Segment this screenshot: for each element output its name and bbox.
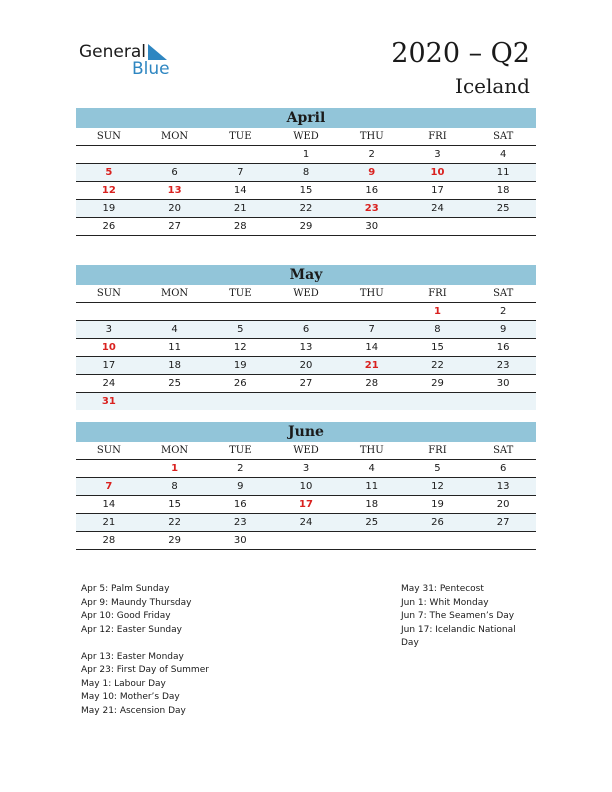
- month-title: May: [76, 265, 536, 285]
- day-cell: 17: [102, 360, 116, 371]
- weekday-label: THU: [359, 445, 384, 456]
- weekday-label: TUE: [229, 131, 252, 142]
- day-cell: 7: [368, 324, 375, 335]
- day-cell: 26: [233, 378, 247, 389]
- day-cell: 8: [302, 167, 310, 178]
- weekday-label: FRI: [428, 445, 447, 456]
- day-cell: 14: [233, 185, 247, 196]
- day-cell: 9: [368, 167, 376, 178]
- day-cell: 16: [496, 342, 510, 353]
- day-cell: 27: [496, 517, 510, 528]
- day-cell: [273, 393, 339, 410]
- holiday-note: Apr 10: Good Friday: [81, 611, 171, 621]
- week-row: [76, 164, 536, 182]
- day-cell: 1: [433, 306, 441, 317]
- weekday-label: MON: [160, 131, 189, 142]
- weekday-label: SUN: [96, 445, 121, 456]
- day-cell: 26: [102, 221, 116, 232]
- day-cell: 29: [168, 535, 181, 546]
- holiday-note: Apr 13: Easter Monday: [81, 651, 184, 662]
- day-cell: 10: [430, 167, 445, 178]
- holiday-note: May 10: Mother’s Day: [81, 692, 180, 702]
- day-cell: [405, 532, 471, 549]
- day-cell: 7: [105, 481, 113, 492]
- logo-text-general: General: [79, 42, 146, 62]
- holiday-note: Jun 17: Icelandic National: [401, 624, 516, 635]
- week-row: [76, 321, 536, 339]
- day-cell: [339, 393, 405, 410]
- day-cell: 3: [434, 149, 441, 160]
- day-cell: 4: [171, 324, 178, 335]
- holiday-note: [81, 637, 209, 651]
- day-cell: [339, 303, 405, 320]
- day-cell: [470, 532, 536, 549]
- day-cell: 12: [101, 185, 116, 196]
- weekday-label: TUE: [229, 288, 252, 299]
- week-row: [76, 514, 536, 532]
- day-cell: 25: [168, 378, 181, 389]
- weekday-label: WED: [293, 288, 319, 299]
- day-cell: 6: [302, 324, 310, 335]
- day-cell: 3: [302, 463, 310, 474]
- week-row: [76, 146, 536, 164]
- day-cell: 24: [299, 517, 313, 528]
- day-cell: 30: [233, 535, 247, 546]
- day-cell: 5: [105, 167, 113, 178]
- week-row: [76, 200, 536, 218]
- day-cell: 5: [237, 324, 244, 335]
- day-cell: 22: [299, 203, 313, 214]
- brand-logo: [79, 42, 179, 82]
- day-cell: 11: [365, 481, 379, 492]
- day-cell: 27: [299, 378, 313, 389]
- day-cell: 10: [299, 481, 313, 492]
- day-cell: 30: [365, 221, 379, 232]
- day-cell: [207, 393, 273, 410]
- day-cell: [207, 303, 273, 320]
- day-cell: [76, 303, 142, 320]
- day-cell: 6: [171, 167, 178, 178]
- day-cell: [470, 393, 536, 410]
- holiday-note: May 31: Pentecost: [401, 584, 484, 594]
- holiday-note: Day: [401, 638, 419, 648]
- day-cell: 1: [171, 463, 179, 474]
- week-row: [76, 182, 536, 200]
- day-cell: [207, 146, 273, 163]
- week-row: [76, 532, 536, 550]
- day-cell: [405, 393, 471, 410]
- day-cell: 12: [431, 481, 444, 492]
- day-cell: 17: [431, 185, 444, 196]
- weekday-label: SAT: [493, 288, 514, 299]
- day-cell: 28: [233, 221, 247, 232]
- day-cell: 19: [233, 360, 247, 371]
- day-cell: [76, 146, 142, 163]
- day-cell: 20: [299, 360, 313, 371]
- day-cell: 8: [171, 481, 178, 492]
- day-cell: 9: [237, 481, 244, 492]
- day-cell: 21: [102, 517, 116, 528]
- day-cell: 2: [499, 306, 507, 317]
- week-row: [76, 303, 536, 321]
- holiday-note: Jun 7: The Seamen’s Day: [401, 611, 515, 621]
- week-row: [76, 496, 536, 514]
- day-cell: 24: [431, 203, 444, 214]
- month-title: April: [76, 108, 536, 128]
- weekday-label: WED: [293, 445, 319, 456]
- holiday-notes-left: [81, 583, 209, 718]
- day-cell: 20: [168, 203, 181, 214]
- month-june: [76, 422, 536, 550]
- day-cell: 8: [434, 324, 441, 335]
- day-cell: 22: [168, 517, 181, 528]
- weekday-label: TUE: [229, 445, 252, 456]
- day-cell: 17: [299, 499, 313, 510]
- week-row: [76, 218, 536, 236]
- day-cell: 23: [496, 360, 510, 371]
- day-cell: 31: [101, 396, 116, 407]
- weekday-label: SAT: [493, 445, 514, 456]
- day-cell: [405, 218, 471, 235]
- weekday-label: THU: [359, 131, 384, 142]
- day-cell: [76, 460, 142, 477]
- day-cell: 25: [496, 203, 510, 214]
- day-cell: 18: [496, 185, 510, 196]
- logo-text-blue: Blue: [132, 59, 170, 79]
- week-row: [76, 460, 536, 478]
- day-cell: 22: [431, 360, 444, 371]
- day-cell: 19: [102, 203, 116, 214]
- holiday-note: Apr 23: First Day of Summer: [81, 665, 209, 675]
- day-cell: 26: [431, 517, 444, 528]
- day-cell: 13: [167, 185, 182, 196]
- day-cell: 11: [168, 342, 181, 353]
- day-cell: [273, 532, 339, 549]
- day-cell: 15: [431, 342, 444, 353]
- holiday-note: May 1: Labour Day: [81, 678, 166, 689]
- day-cell: 1: [302, 149, 310, 160]
- weekday-label: MON: [160, 445, 189, 456]
- day-cell: 25: [365, 517, 379, 528]
- day-cell: 6: [499, 463, 507, 474]
- day-cell: [273, 303, 339, 320]
- day-cell: 16: [365, 185, 379, 196]
- week-row: [76, 375, 536, 393]
- week-row: [76, 339, 536, 357]
- day-cell: 30: [496, 378, 510, 389]
- page-title: 2020 – Q2: [391, 38, 530, 69]
- day-cell: 4: [499, 149, 507, 160]
- weekday-label: WED: [293, 131, 319, 142]
- holiday-note: Jun 1: Whit Monday: [401, 597, 489, 608]
- logo-triangle-icon: [148, 44, 168, 60]
- weekday-label: SUN: [96, 288, 121, 299]
- weekday-label: FRI: [428, 131, 447, 142]
- day-cell: 24: [102, 378, 116, 389]
- day-cell: 2: [368, 149, 375, 160]
- month-may: [76, 265, 536, 410]
- day-cell: 20: [496, 499, 510, 510]
- day-cell: [142, 393, 208, 410]
- week-row: [76, 393, 536, 410]
- day-cell: 3: [105, 324, 113, 335]
- day-cell: 12: [233, 342, 247, 353]
- holiday-note: May 21: Ascension Day: [81, 705, 186, 716]
- day-cell: 28: [102, 535, 116, 546]
- day-cell: 9: [499, 324, 507, 335]
- day-cell: 18: [365, 499, 379, 510]
- day-cell: 23: [233, 517, 247, 528]
- day-cell: 14: [102, 499, 116, 510]
- weekday-label: SAT: [493, 131, 514, 142]
- weekday-label: FRI: [428, 288, 447, 299]
- day-cell: 11: [496, 167, 510, 178]
- day-cell: 27: [168, 221, 181, 232]
- day-cell: 5: [434, 463, 441, 474]
- day-cell: 29: [431, 378, 444, 389]
- country-name: Iceland: [455, 74, 530, 98]
- week-row: [76, 478, 536, 496]
- weekday-header-row: [76, 128, 536, 146]
- weekday-label: SUN: [96, 131, 121, 142]
- day-cell: 16: [233, 499, 247, 510]
- weekday-header-row: [76, 285, 536, 303]
- day-cell: 4: [368, 463, 375, 474]
- day-cell: 13: [496, 481, 510, 492]
- month-april: [76, 108, 536, 236]
- day-cell: 19: [431, 499, 444, 510]
- holiday-note: Apr 12: Easter Sunday: [81, 624, 182, 635]
- day-cell: 10: [101, 342, 116, 353]
- day-cell: 15: [299, 185, 313, 196]
- day-cell: 29: [299, 221, 313, 232]
- holiday-note: Apr 5: Palm Sunday: [81, 584, 170, 594]
- day-cell: [470, 218, 536, 235]
- day-cell: 18: [168, 360, 181, 371]
- day-cell: 13: [299, 342, 313, 353]
- day-cell: [339, 532, 405, 549]
- day-cell: 28: [365, 378, 379, 389]
- month-title: June: [76, 422, 536, 442]
- weekday-header-row: [76, 442, 536, 460]
- day-cell: [142, 146, 208, 163]
- day-cell: 21: [364, 360, 379, 371]
- holiday-notes-right: [401, 583, 516, 651]
- day-cell: 14: [365, 342, 379, 353]
- day-cell: 23: [364, 203, 379, 214]
- weekday-label: THU: [359, 288, 384, 299]
- week-row: [76, 357, 536, 375]
- weekday-label: MON: [160, 288, 189, 299]
- day-cell: 21: [233, 203, 247, 214]
- holiday-note: Apr 9: Maundy Thursday: [81, 597, 192, 608]
- day-cell: 2: [237, 463, 244, 474]
- day-cell: [142, 303, 208, 320]
- day-cell: 15: [168, 499, 181, 510]
- day-cell: 7: [237, 167, 244, 178]
